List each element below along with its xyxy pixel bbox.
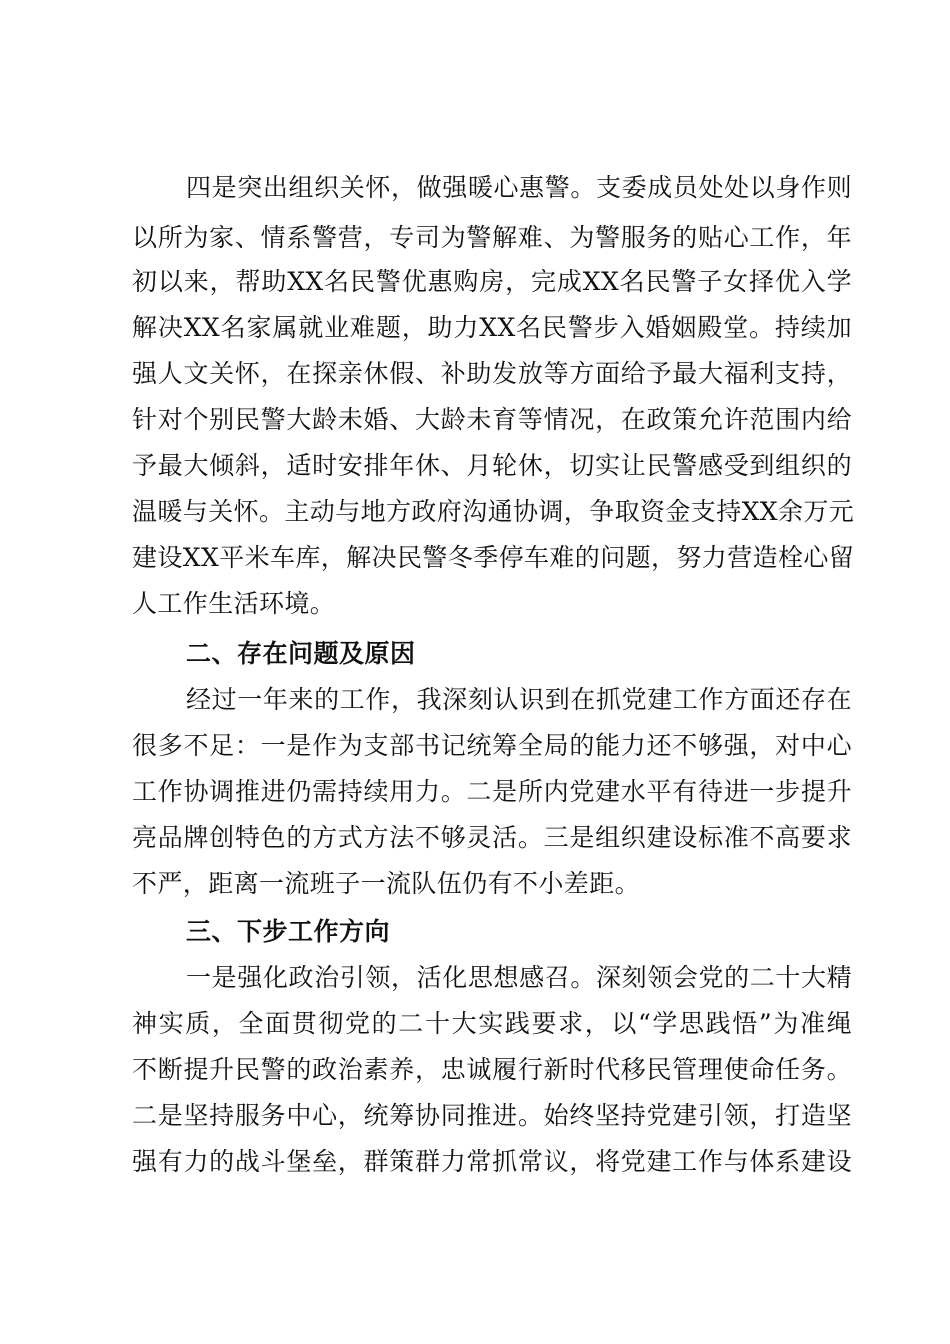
paragraph-line: 很多不足：一是作为支部书记统筹全局的能力还不够强，对中心 [132, 731, 852, 760]
paragraph-line: 以所为家、情系警营，专司为警解难、为警服务的贴心工作，年 [132, 223, 852, 252]
section-heading: 二、存在问题及原因 [186, 639, 416, 668]
paragraph-line: 予最大倾斜，适时安排年休、月轮休，切实让民警感受到组织的 [132, 451, 852, 480]
paragraph-line: 初以来，帮助XX名民警优惠购房，完成XX名民警子女择优入学 [132, 267, 852, 296]
paragraph-line: 温暖与关怀。主动与地方政府沟通协调，争取资金支持XX余万元 [132, 497, 855, 526]
paragraph-line: 针对个别民警大龄未婚、大龄未育等情况，在政策允许范围内给 [132, 405, 852, 434]
paragraph-line: 不严，距离一流班子一流队伍仍有不小差距。 [132, 869, 641, 898]
paragraph-line: 经过一年来的工作，我深刻认识到在抓党建工作方面还存在 [186, 685, 852, 714]
paragraph-line: 强有力的战斗堡垒，群策群力常抓常议，将党建工作与体系建设 [132, 1147, 852, 1176]
paragraph-line: 不断提升民警的政治素养，忠诚履行新时代移民管理使命任务。 [132, 1055, 852, 1084]
paragraph-line: 亮品牌创特色的方式方法不够灵活。三是组织建设标准不高要求 [132, 823, 852, 852]
paragraph-line: 建设XX平米车库，解决民警冬季停车难的问题，努力营造栓心留 [132, 543, 855, 572]
paragraph-line: 一是强化政治引领，活化思想感召。深刻领会党的二十大精 [186, 963, 852, 992]
paragraph-line: 人工作生活环境。 [132, 589, 336, 618]
paragraph-line: 二是坚持服务中心，统筹协同推进。始终坚持党建引领，打造坚 [132, 1101, 852, 1130]
paragraph-line: 神实质，全面贯彻党的二十大实践要求，以“学思践悟”为准绳 [132, 1009, 852, 1038]
paragraph-line: 解决XX名家属就业难题，助力XX名民警步入婚姻殿堂。持续加 [132, 313, 852, 342]
section-heading: 三、下步工作方向 [186, 917, 391, 946]
paragraph-line: 四是突出组织关怀，做强暖心惠警。支委成员处处以身作则 [186, 173, 852, 202]
paragraph-line: 强人文关怀，在探亲休假、补助发放等方面给予最大福利支持， [132, 359, 852, 388]
paragraph-line: 工作协调推进仍需持续用力。二是所内党建水平有待进一步提升 [132, 777, 852, 806]
